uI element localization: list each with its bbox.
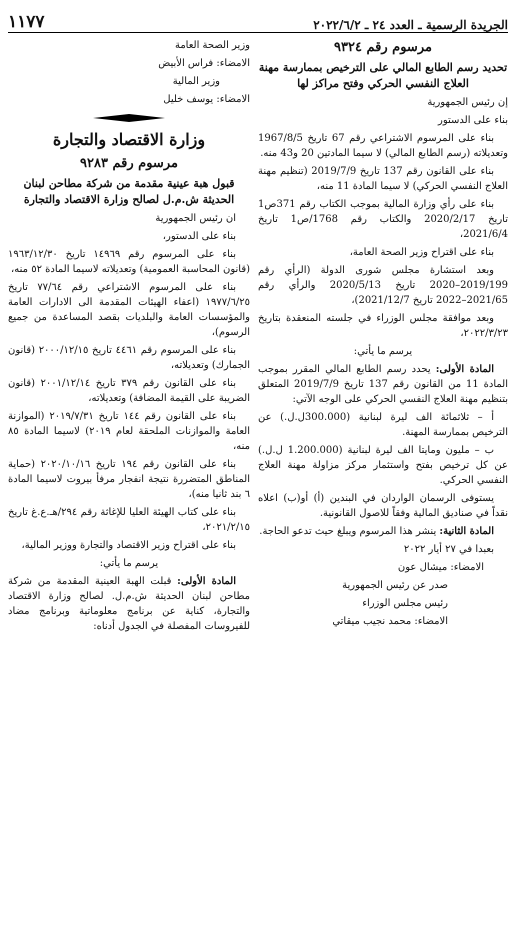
page-header (8, 6, 508, 33)
article-1 (258, 362, 508, 407)
pm-title: رئيس مجلس الوزراء (362, 598, 448, 609)
decree-title: مرسوم رقم ٩٣٢٤ (334, 40, 432, 55)
gazette-issue-title: الجريدة الرسمية ـ العدد ٢٤ ـ ٢٠٢٢/٦/٢ (313, 18, 508, 32)
section-divider (8, 111, 250, 125)
preamble-line: بناء على الدستور (438, 115, 508, 126)
preamble-line: بناء على القانون رقم ١٩٤ تاريخ ٢٠٢٠/١٠/١٦ (حماية المناطق المتضررة نتيجة انفجار مرفأ بيروت لاسيما المادة ٦ بند ثانيا منه)، (8, 459, 250, 500)
preamble-line: بناء على اقتراح وزير الاقتصاد والتجارة ووزير المالية، (21, 540, 236, 551)
left-column (8, 38, 250, 930)
health-minister-signature: الامضاء: فراس الأبيض (158, 58, 250, 69)
health-minister-title: وزير الصحة العامة (174, 40, 250, 51)
finance-minister-title: وزير المالية (172, 76, 220, 87)
article-text: ينشر هذا المرسوم ويبلغ حيث تدعو الحاجة. (259, 526, 437, 537)
preamble-line: بناء على المرسوم الاشتراعي رقم ٧٧/٦٤ تاريخ ١٩٧٧/٦/٢٥ (اعفاء الهيئات المقدمة الى الادارات العامة والمؤسسات العامة والبلديات بقصد المساعدة من جميع الرسوم)، (8, 282, 250, 338)
article-text: يحدد رسم الطابع المالي المقرر بموجب المادة 11 من القانون رقم 137 تاريخ 2019/7/9 المتعلق بتنظيم مهنة العلاج النفسي الحركي على الوجه الآتي: (258, 364, 508, 405)
article-1 (8, 574, 250, 634)
article-text: قبلت الهبة العينية المقدمة من شركة مطاحن لبنان الحديثة ش.م.ل. لصالح وزارة الاقتصاد والتجارة، كناية عن برنامج معلوماتية وبرنامج مضاد للفيروسات المفصلة في الجدول أدناه: (8, 576, 250, 632)
article-label: المادة الثانية: (439, 526, 494, 537)
issued-by: صدر عن رئيس الجمهورية (342, 580, 448, 591)
pm-signature: الامضاء: محمد نجيب ميقاتي (332, 616, 448, 627)
president-signature: الامضاء: ميشال عون (397, 562, 484, 573)
preamble-line: بناء على رأي وزارة المالية بموجب الكتاب رقم 371ص1 تاريخ 2020/2/17 والكتاب رقم 1768/ص1 تاريخ 2021/6/4، (258, 199, 508, 240)
preamble-line: بناء على المرسوم الاشتراعي رقم 67 تاريخ 1967/8/5 وتعديلاته (رسم الطابع المالي) لا سيما المادتين 20 و43 منه. (258, 133, 508, 159)
preamble-line: وبعد موافقة مجلس الوزراء في جلسته المنعقدة بتاريخ ٢٠٢٢/٣/٢٣، (258, 313, 508, 339)
article-label: المادة الأولى: (435, 364, 494, 375)
preamble-line: بناء على كتاب الهيئة العليا للإغاثة رقم ٢٩٤/هـ.ع.غ تاريخ ٢٠٢١/٢/١٥، (8, 507, 250, 533)
preamble-line: بناء على اقتراح وزير الصحة العامة، (349, 247, 494, 258)
article-label: المادة الأولى: (177, 576, 236, 587)
article-item-b: ب – مليون ومايتا الف ليرة لبنانية (1.200.000 ل.ل.) عن كل ترخيص بفتح واستثمار مركز مزاولة مهنة العلاج النفسي الحركي. (258, 445, 508, 486)
preamble-line: وبعد استشارة مجلس شورى الدولة (الرأي رقم 2019/199–2020 تاريخ 2020/5/13 والرأي رقم 2021/65–2022 تاريخ 2021/12/7)، (258, 265, 508, 306)
preamble-line: بناء على المرسوم رقم ٤٤٦١ تاريخ ٢٠٠٠/١٢/١٥ (قانون الجمارك) وتعديلاته، (8, 345, 250, 371)
preamble-line: بناء على القانون رقم ٣٧٩ تاريخ ٢٠٠١/١٢/١٤ (قانون الضريبة على القيمة المضافة) وتعديلاته، (8, 378, 250, 404)
ministry-title: وزارة الاقتصاد والتجارة (52, 130, 206, 149)
page-number: ١١٧٧ (8, 12, 45, 32)
preamble-line: بناء على القانون رقم 137 تاريخ 2019/7/9 (تنظيم مهنة العلاج النفسي الحركي) لا سيما المادة 11 منه، (258, 166, 508, 192)
article-item-a: أ – ثلاثمائة الف ليرة لبنانية (300.000ل.ل.) عن الترخيص بممارسة المهنة. (258, 412, 508, 438)
decree-formula: يرسم ما يأتي: (353, 346, 413, 357)
signing-date: بعبدا في ٢٧ أيار ٢٠٢٢ (403, 544, 494, 555)
decree-subject: قبول هبة عينية مقدمة من شركة مطاحن لبنان الحديثة ش.م.ل لصالح وزارة الاقتصاد والتجارة (23, 177, 235, 206)
preamble-line: إن رئيس الجمهورية (427, 97, 508, 108)
preamble-line: ان رئيس الجمهورية (155, 213, 236, 224)
decree-title: مرسوم رقم ٩٢٨٣ (80, 156, 178, 171)
preamble-line: بناء على القانون رقم ١٤٤ تاريخ ٢٠١٩/٧/٣١ (الموازنة العامة والموازنات الملحقة لعام ٢٠١٩) لاسيما المادة ٨٥ منه، (8, 411, 251, 452)
decree-subject: تحديد رسم الطابع المالي على الترخيص بممارسة مهنة العلاج النفسي الحركي وفتح مراكز لها (258, 61, 508, 90)
right-column (258, 38, 508, 930)
decree-formula: يرسم ما يأتي: (99, 558, 159, 569)
preamble-line: بناء على المرسوم رقم ١٤٩٦٩ تاريخ ١٩٦٣/١٢/٣٠ (قانون المحاسبة العمومية) وتعديلاته لاسيما المادة ٥٢ منه، (8, 249, 250, 275)
article-2 (258, 524, 508, 539)
preamble-line: بناء على الدستور، (162, 231, 236, 242)
finance-minister-signature: الامضاء: يوسف خليل (163, 94, 250, 105)
collection-clause: يستوفى الرسمان الواردان في البندين (أ) أو(ب) اعلاه نقداً في صناديق المالية وفقاً للاصول القانونية. (258, 493, 508, 519)
